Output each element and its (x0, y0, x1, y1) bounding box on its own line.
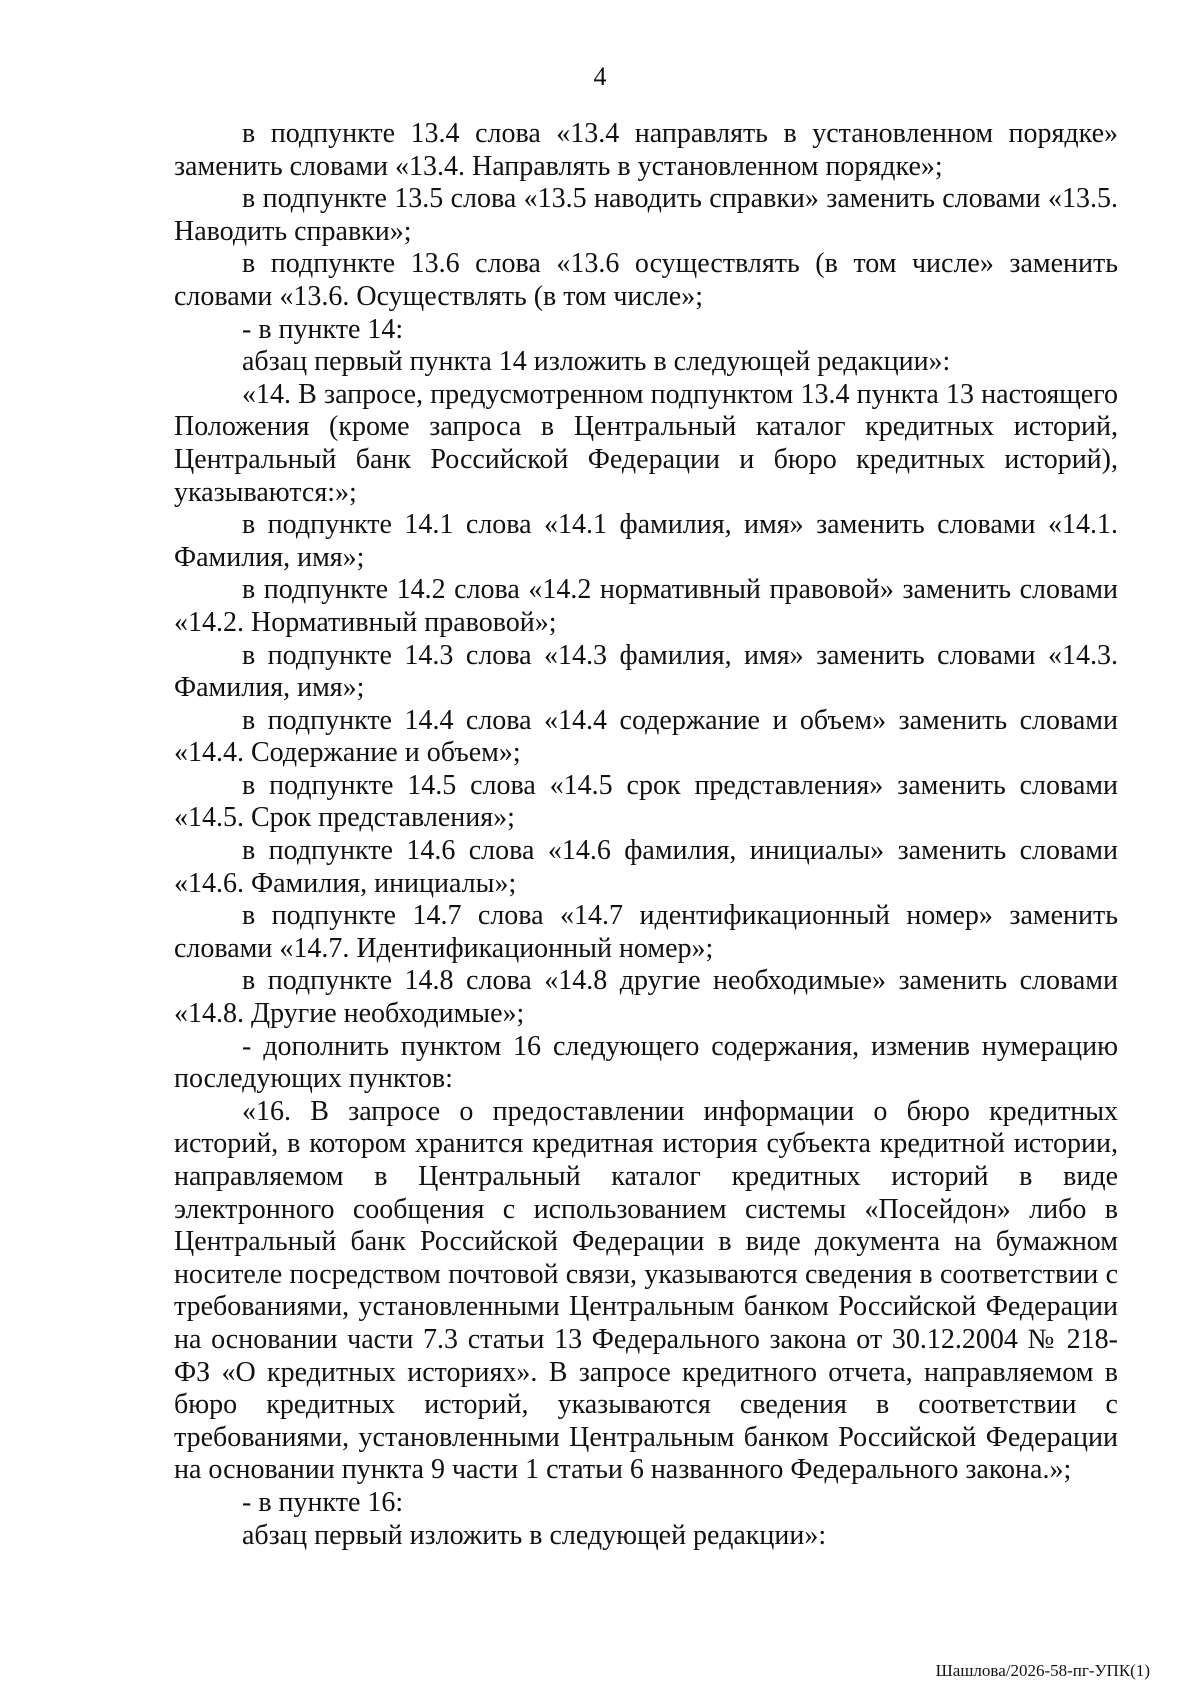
paragraph-14-3: в подпункте 14.3 слова «14.3 фамилия, имя» заменить словами «14.3. Фамилия, имя»; (174, 639, 1118, 704)
page-number: 4 (593, 62, 607, 91)
paragraph-14-1: в подпункте 14.1 слова «14.1 фамилия, имя» заменить словами «14.1. Фамилия, имя»; (174, 509, 1118, 573)
paragraph-14-5: в подпункте 14.5 слова «14.5 срок представления» заменить словами «14.5. Срок представления»; (174, 769, 1118, 834)
document-footer-code: Шашлова/2026-58-пг-УПК(1) (935, 1661, 1150, 1680)
paragraph-13-4: в подпункте 13.4 слова «13.4 направлять в установленном порядке» заменить словами «13.4. Направлять в установленном порядке»; (174, 118, 1118, 182)
paragraph-item-14-new-text: «14. В запросе, предусмотренном подпунктом 13.4 пункта 13 настоящего Положения (кроме запроса в Центральный каталог кредитных историй, Центральный банк Российской Федерации и бюро кредитных историй), указываются:»; (174, 378, 1118, 508)
paragraph-13-6: в подпункте 13.6 слова «13.6 осуществлять (в том числе» заменить словами «13.6. Осуществлять (в том числе»; (174, 248, 1118, 312)
paragraph-14-6: в подпункте 14.6 слова «14.6 фамилия, инициалы» заменить словами «14.6. Фамилия, инициалы»; (174, 835, 1118, 899)
paragraph-item-16-new-text: «16. В запросе о предоставлении информации о бюро кредитных историй, в котором хранится кредитная история субъекта кредитной истории, направляемом в Центральный каталог кредитных историй в виде электронного сообщения с использованием системы «Посейдон» либо в Центральный банк Российской Федерации в виде документа на бумажном носителе посредством почтовой связи, указываются сведения в соответствии с требованиями, установленными Центральным банком Российской Федерации на основании части 7.3 статьи 13 Федерального закона от 30.12.2004 № 218-ФЗ «О кредитных историях». В запросе кредитного отчета, направляемом в бюро кредитных историй, указываются сведения в соответствии с требованиями, установленными Центральным банком Российской Федерации на основании пункта 9 части 1 статьи 6 названного Федерального закона.»; (174, 1095, 1118, 1486)
paragraph-14-7: в подпункте 14.7 слова «14.7 идентификационный номер» заменить словами «14.7. Идентификационный номер»; (174, 900, 1118, 964)
paragraph-item-16-heading: - в пункте 16: (242, 1486, 404, 1518)
paragraph-14-4: в подпункте 14.4 слова «14.4 содержание и объем» заменить словами «14.4. Содержание и объем»; (174, 704, 1118, 769)
paragraph-item-16-intro: абзац первый изложить в следующей редакции»: (242, 1519, 827, 1551)
paragraph-14-8: в подпункте 14.8 слова «14.8 другие необходимые» заменить словами «14.8. Другие необходимые»; (174, 965, 1118, 1030)
document-body (174, 118, 1118, 1552)
paragraph-14-2: в подпункте 14.2 слова «14.2 нормативный правовой» заменить словами «14.2. Нормативный правовой»; (174, 574, 1118, 638)
paragraph-item-14-heading: - в пункте 14: (242, 313, 404, 345)
paragraph-item-14-intro: абзац первый пункта 14 изложить в следующей редакции»: (242, 346, 951, 378)
paragraph-13-5: в подпункте 13.5 слова «13.5 наводить справки» заменить словами «13.5. Наводить справки»; (174, 183, 1118, 247)
paragraph-add-item-16: - дополнить пунктом 16 следующего содержания, изменив нумерацию последующих пунктов: (174, 1030, 1118, 1095)
